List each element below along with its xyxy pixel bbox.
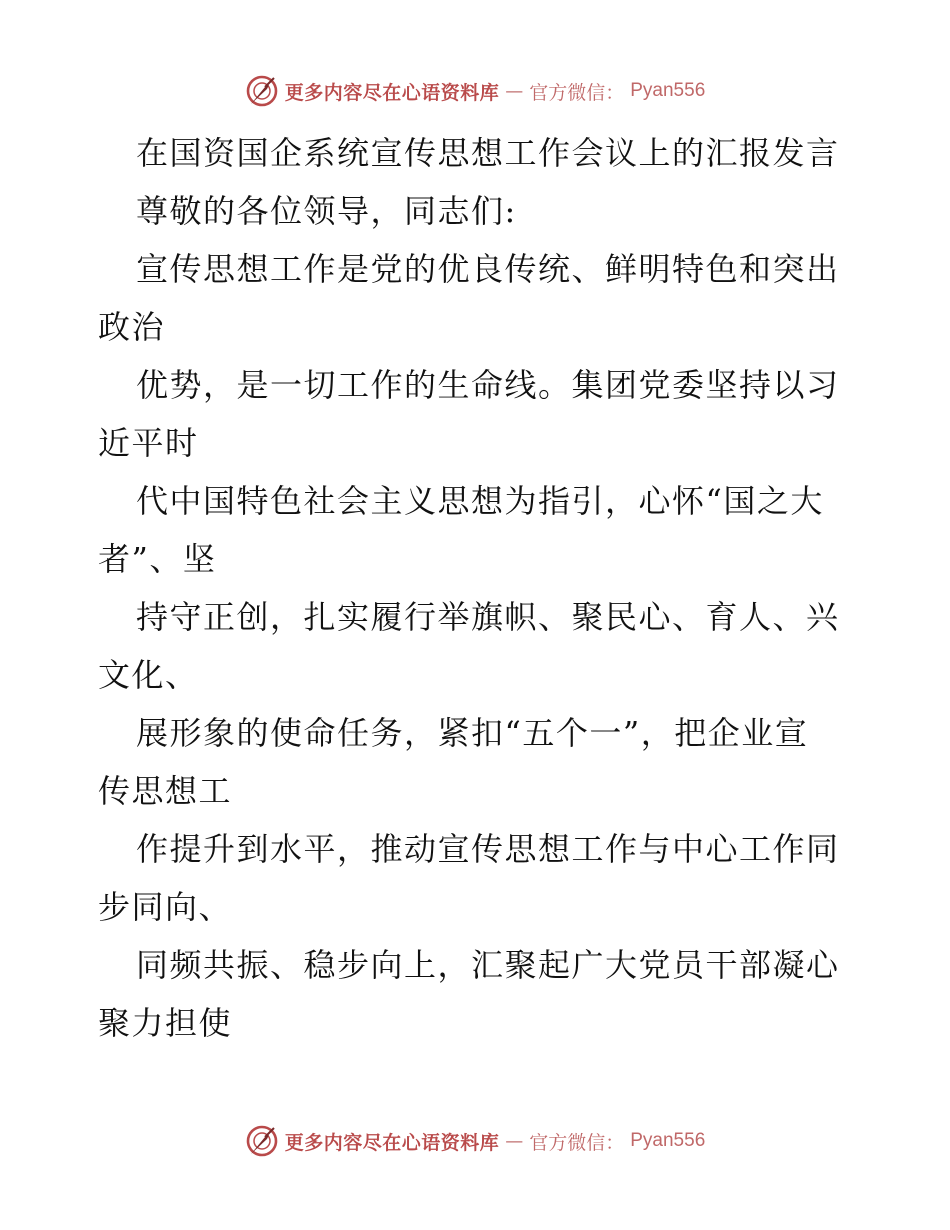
text-line: 政治 [98,308,166,346]
text-line: 作提升到水平，推动宣传思想工作与中心工作同 [136,830,840,868]
pen-circle-logo-icon [245,1124,279,1158]
pen-circle-logo-icon [245,74,279,108]
text-line: 文化、 [98,656,199,694]
banner-main-text: 更多内容尽在心语资料库 [284,81,500,104]
header-banner [0,71,950,111]
text-line: 传思想工 [98,772,233,810]
text-line: 聚力担使 [98,1004,233,1042]
banner-wechat-id: Pyan556 [630,1130,706,1151]
text-line: 者”、坚 [98,540,217,578]
text-line: 优势，是一切工作的生命线。集团党委坚持以习 [136,366,840,404]
document-body [98,124,858,1052]
text-line: 持守正创，扎实履行举旗帜、聚民心、育人、兴 [136,598,840,636]
banner-separator: — [505,1130,524,1152]
text-line: 展形象的使命任务，紧扣“五个一”，把企业宣 [136,714,809,752]
salutation: 尊敬的各位领导，同志们: [136,192,517,230]
document-title: 在国资国企系统宣传思想工作会议上的汇报发言 [136,134,840,172]
text-line: 代中国特色社会主义思想为指引，心怀“国之大 [136,482,824,520]
text-line: 近平时 [98,424,199,462]
banner-wechat-label: 官方微信： [529,81,625,104]
banner-wechat-label: 官方微信： [529,1131,625,1154]
text-line: 宣传思想工作是党的优良传统、鲜明特色和突出 [136,250,840,288]
banner-separator: — [505,80,524,102]
banner-main-text: 更多内容尽在心语资料库 [284,1131,500,1154]
text-line: 步同向、 [98,888,233,926]
banner-wechat-id: Pyan556 [630,80,706,101]
text-line: 同频共振、稳步向上，汇聚起广大党员干部凝心 [136,946,840,984]
footer-banner [0,1121,950,1161]
